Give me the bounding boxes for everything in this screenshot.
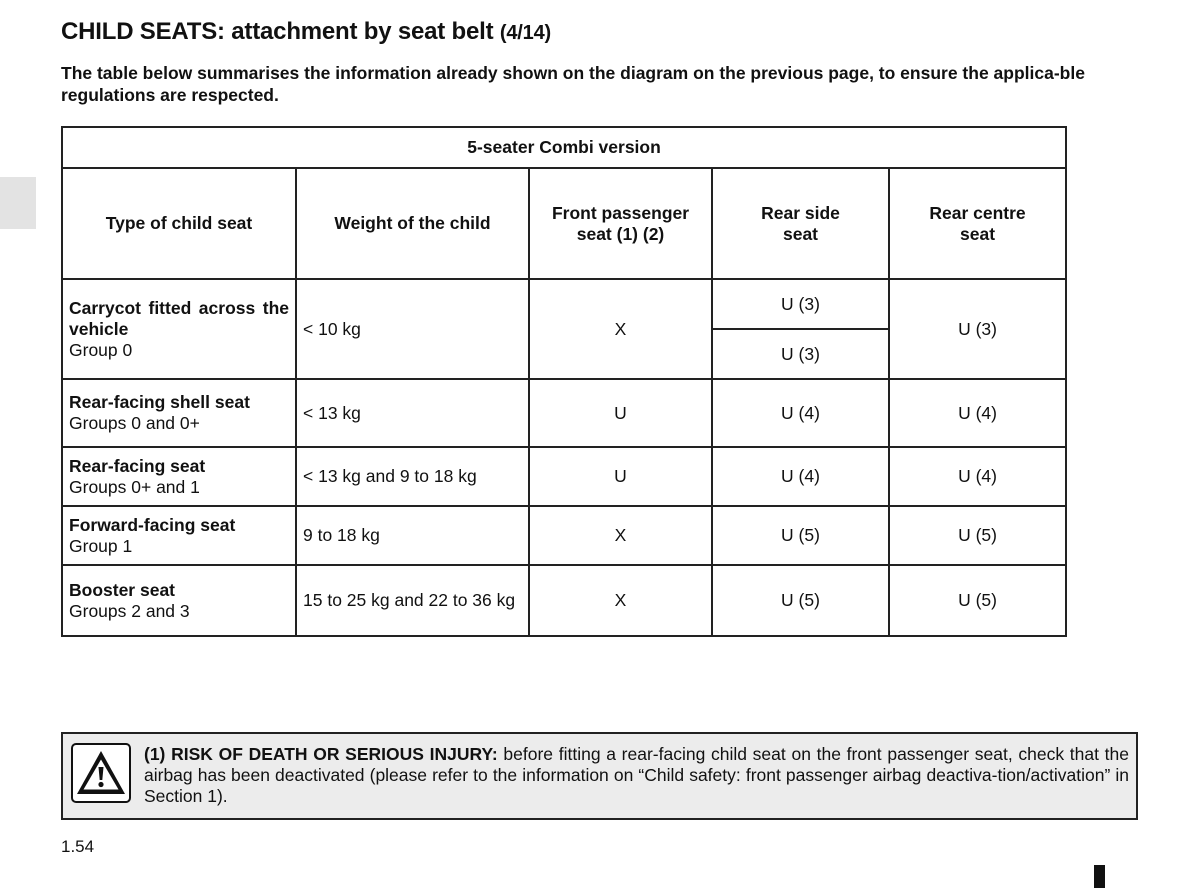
table-caption-row — [62, 127, 1066, 168]
seat-type-name: Forward-facing seat — [69, 514, 236, 535]
seat-type-group: Group 1 — [69, 535, 133, 556]
warning-text — [144, 744, 1129, 807]
header-front-passenger: Front passenger seat (1) (2) — [529, 168, 712, 279]
seat-type-group: Groups 0 and 0+ — [69, 413, 200, 433]
warning-heading: (1) RISK OF DEATH OR SERIOUS INJURY: — [144, 744, 498, 764]
seat-type-cell — [62, 565, 296, 636]
table-row — [62, 379, 1066, 447]
rear-centre-cell: U (5) — [889, 506, 1066, 565]
seat-type-name: Rear-facing seat — [69, 455, 206, 476]
front-passenger-cell: X — [529, 279, 712, 379]
table-row — [62, 506, 1066, 565]
rear-side-cell: U (5) — [712, 506, 889, 565]
rear-side-cell: U (4) — [712, 379, 889, 447]
page-number: 1.54 — [61, 837, 95, 856]
header-child-weight: Weight of the child — [296, 168, 529, 279]
weight-cell: < 13 kg and 9 to 18 kg — [296, 447, 529, 506]
front-passenger-cell: X — [529, 565, 712, 636]
header-rear-side: Rear side seat — [712, 168, 889, 279]
seat-type-cell — [62, 447, 296, 506]
seat-type-name: Booster seat — [69, 579, 176, 600]
weight-cell: 15 to 25 kg and 22 to 36 kg — [296, 565, 529, 636]
rear-centre-cell: U (4) — [889, 379, 1066, 447]
seat-type-group: Group 0 — [69, 339, 133, 360]
intro-paragraph: The table below summarises the information already shown on the diagram on the previous page, to ensure the applica-ble regulations are respected. — [61, 63, 1085, 105]
header-rear-centre: Rear centre seat — [889, 168, 1066, 279]
seat-type-cell — [62, 379, 296, 447]
seat-type-name: Carrycot fitted across the vehicle — [69, 297, 289, 339]
rear-side-cell: U (3) — [712, 329, 889, 379]
table-row — [62, 447, 1066, 506]
rear-side-cell: U (4) — [712, 447, 889, 506]
table-row — [62, 565, 1066, 636]
rear-side-cell: U (3) — [712, 279, 889, 329]
table-header-row — [62, 168, 1066, 279]
weight-cell: < 13 kg — [296, 379, 529, 447]
seat-type-group: Groups 2 and 3 — [69, 600, 190, 621]
page-title-counter: (4/14) — [499, 22, 551, 44]
weight-cell: < 10 kg — [296, 279, 529, 379]
rear-centre-cell: U (3) — [889, 279, 1066, 379]
warning-body: before fitting a rear-facing child seat on the front passenger seat, check that the airbag has been deactivated (please refer to the information on “Child safety: front passenger airbag deactiva-tion/activation” in Section 1). — [144, 744, 1130, 806]
page-title-text: CHILD SEATS: attachment by seat belt — [61, 18, 494, 45]
child-seat-table — [61, 126, 1067, 637]
page-title — [61, 18, 551, 46]
header-seat-type: Type of child seat — [62, 168, 296, 279]
warning-box — [61, 732, 1138, 820]
seat-type-group: Groups 0+ and 1 — [69, 476, 200, 497]
rear-centre-cell: U (5) — [889, 565, 1066, 636]
front-passenger-cell: U — [529, 447, 712, 506]
section-tab-marker — [0, 177, 36, 229]
front-passenger-cell: X — [529, 506, 712, 565]
seat-type-cell — [62, 506, 296, 565]
table-row — [62, 279, 1066, 329]
warning-triangle-icon — [71, 743, 131, 803]
seat-type-cell — [62, 279, 296, 379]
front-passenger-cell: U — [529, 379, 712, 447]
table-caption: 5-seater Combi version — [62, 127, 1066, 168]
rear-centre-cell: U (4) — [889, 447, 1066, 506]
weight-cell: 9 to 18 kg — [296, 506, 529, 565]
page-edge-marker — [1094, 865, 1105, 888]
rear-side-cell: U (5) — [712, 565, 889, 636]
seat-type-name: Rear-facing shell seat — [69, 392, 250, 412]
